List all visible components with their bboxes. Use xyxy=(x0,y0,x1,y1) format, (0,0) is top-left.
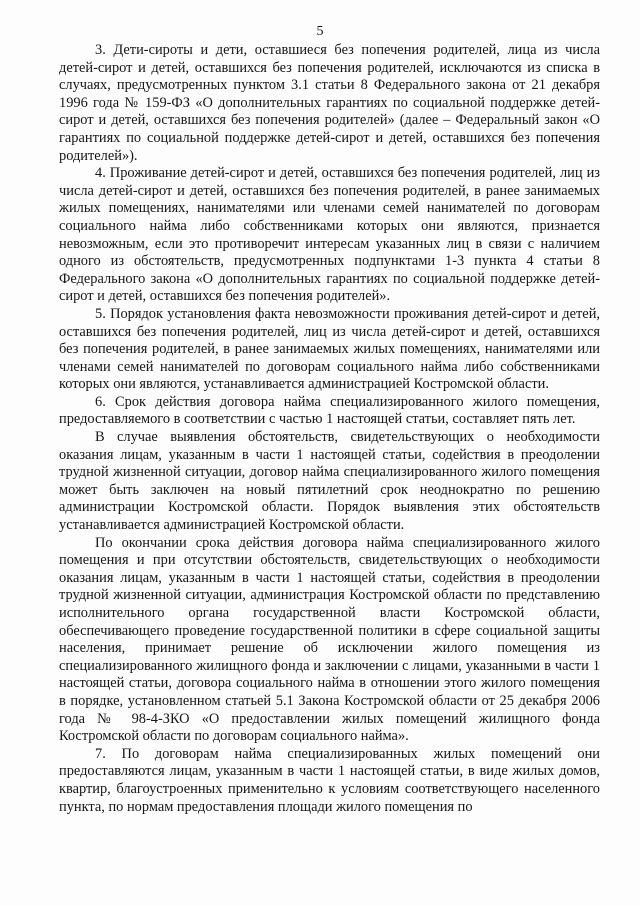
paragraph-4: 4. Проживание детей-сирот и детей, оставшихся без попечения родителей, лиц из числа детей-сирот и детей, оставшихся без попечения родителей, в ранее занимаемых жилых помещениях, нанимателями или членами семей нанимателей по договорам социального найма либо собственниками которых они являются, признается невозможным, если это противоречит интересам указанных лиц в связи с наличием одного из обстоятельств, предусмотренных подпунктами 1-3 пункта 4 статьи 8 Федерального закона «О дополнительных гарантиях по социальной поддержке детей-сирот и детей, оставшихся без попечения родителей». xyxy=(59,165,600,305)
page-number: 5 xyxy=(316,24,324,39)
paragraph-6: 6. Срок действия договора найма специализированного жилого помещения, предоставляемого в соответствии с частью 1 настоящей статьи, составляет пять лет. xyxy=(59,393,600,428)
document-body xyxy=(59,42,600,816)
paragraph-3: 3. Дети-сироты и дети, оставшиеся без попечения родителей, лица из числа детей-сирот и детей, оставшихся без попечения родителей, исключаются из списка в случаях, предусмотренных пунктом 3.1 статьи 8 Федерального закона от 21 декабря 1996 года № 159-ФЗ «О дополнительных гарантиях по социальной поддержке детей-сирот и детей, оставшихся без попечения родителей» (далее – Федеральный закон «О гарантиях по социальной поддержке детей-сирот и детей, оставшихся без попечения родителей»). xyxy=(59,42,600,164)
paragraph-6-social-lease: По окончании срока действия договора найма специализированного жилого помещения и при отсутствии обстоятельств, свидетельствующих о необходимости оказания лицам, указанным в части 1 настоящей статьи, содействия в преодолении трудной жизненной ситуации, администрация Костромской области по представлению исполнительного органа государственной власти Костромской области, обеспечивающего проведение государственной политики в сфере социальной защиты населения, принимает решение об исключении жилого помещения из специализированного жилищного фонда и заключении с лицами, указанными в части 1 настоящей статьи, договора социального найма в отношении этого жилого помещения в порядке, установленном статьей 5.1 Закона Костромской области от 25 декабря 2006 года № 98-4-ЗКО «О предоставлении жилых помещений жилищного фонда Костромской области по договорам социального найма». xyxy=(59,534,600,745)
paragraph-7: 7. По договорам найма специализированных жилых помещений они предоставляются лицам, указанным в части 1 настоящей статьи, в виде жилых домов, квартир, благоустроенных применительно к условиям соответствующего населенного пункта, по нормам предоставления площади жилого помещения по xyxy=(59,745,600,815)
paragraph-5: 5. Порядок установления факта невозможности проживания детей-сирот и детей, оставшихся без попечения родителей, лиц из числа детей-сирот и детей, оставшихся без попечения родителей, в ранее занимаемых жилых помещениях, нанимателями или членами семей нанимателей по договорам социального найма либо собственниками которых они являются, устанавливается администрацией Костромской области. xyxy=(59,305,600,393)
paragraph-6-extension: В случае выявления обстоятельств, свидетельствующих о необходимости оказания лицам, указанным в части 1 настоящей статьи, содействия в преодолении трудной жизненной ситуации, договор найма специализированного жилого помещения может быть заключен на новый пятилетний срок неоднократно по решению администрации Костромской области. Порядок выявления этих обстоятельств устанавливается администрацией Костромской области. xyxy=(59,429,600,534)
